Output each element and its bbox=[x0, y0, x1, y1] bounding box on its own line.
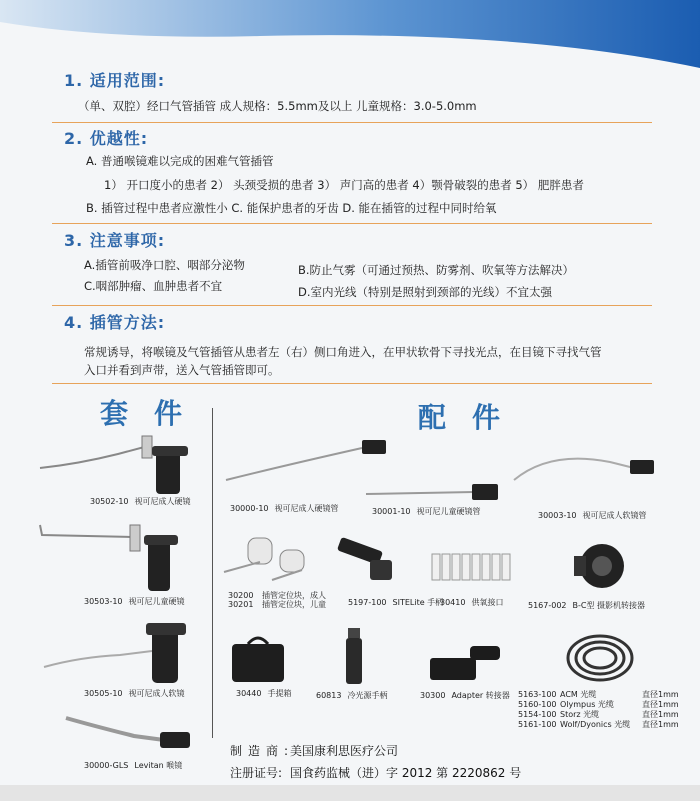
note-d: D.室内光线（特别是照射到颈部的光线）不宜太强 bbox=[298, 285, 553, 299]
kit-caption-1: 30502-10 视可尼成人硬镜 bbox=[90, 497, 191, 506]
advantage-list: 1） 开口度小的患者 2） 头颈受损的患者 3） 声门高的患者 4）颚骨破裂的患者 5） 肥胖患者 bbox=[104, 178, 584, 192]
divider bbox=[52, 122, 652, 123]
kit-caption-4: 30000-GLS Levitan 喉镜 bbox=[84, 761, 183, 770]
accessory-caption-9: 60813 冷光源手柄 bbox=[316, 691, 388, 700]
flexible-scope-adult-image bbox=[40, 617, 200, 687]
levitan-laryngoscope-image bbox=[64, 712, 194, 756]
section-title-advantages: 2. 优越性: bbox=[64, 129, 149, 148]
note-c: C.咽部肿瘤、血肿患者不宜 bbox=[84, 279, 223, 293]
adapter-image bbox=[426, 640, 506, 686]
accessories-heading: 配件 bbox=[418, 401, 527, 434]
accessory-caption-8: 30440 手提箱 bbox=[236, 689, 292, 698]
accessory-caption-4: 30200 30201 插管定位块，成人 插管定位块，儿童 bbox=[228, 591, 326, 609]
method-text-2: 入口并看到声带，送入气管插管即可。 bbox=[84, 363, 280, 377]
kit-caption-2: 30503-10 视可尼儿童硬镜 bbox=[84, 597, 185, 606]
rigid-scope-child-image bbox=[38, 515, 198, 595]
carrying-case-image bbox=[228, 630, 288, 684]
section-title-method: 4. 插管方法: bbox=[64, 313, 166, 332]
kit-caption-3: 30505-10 视可尼成人软镜 bbox=[84, 689, 185, 698]
light-cable-image bbox=[560, 628, 640, 688]
accessory-caption-7: 5167-002 B-C型 摄影机转接器 bbox=[528, 601, 646, 610]
adult-flexible-tube-image bbox=[510, 446, 660, 506]
advantage-a: A. 普通喉镜难以完成的困难气管插管 bbox=[86, 154, 274, 168]
cable-row: 5154-100 Storz 光缆 直径1mm bbox=[518, 710, 679, 719]
sitelite-handle-image bbox=[334, 530, 398, 586]
cable-row: 5160-100 Olympus 光缆 直径1mm bbox=[518, 700, 679, 709]
accessory-caption-1: 30000-10 视可尼成人硬镜管 bbox=[230, 504, 339, 513]
method-text-1: 常规诱导，将喉镜及气管插管从患者左（右）侧口角进入，在甲状软骨下寻找光点，在目镜下寻找气管 bbox=[84, 345, 602, 359]
kits-heading: 套件 bbox=[100, 397, 209, 430]
accessory-caption-10: 30300 Adapter 转接器 bbox=[420, 691, 510, 700]
camera-adapter-image bbox=[560, 536, 640, 592]
accessory-caption-3: 30003-10 视可尼成人软镜管 bbox=[538, 511, 647, 520]
cable-list bbox=[518, 690, 679, 730]
light-source-handle-image bbox=[340, 622, 370, 688]
section-title-scope: 1. 适用范围: bbox=[64, 71, 166, 90]
divider bbox=[52, 223, 652, 224]
header-band bbox=[0, 0, 700, 72]
rigid-scope-adult-image bbox=[38, 428, 198, 498]
note-a: A.插管前吸净口腔、咽部分泌物 bbox=[84, 258, 245, 272]
accessory-caption-2: 30001-10 视可尼儿童硬镜管 bbox=[372, 507, 481, 516]
accessory-caption-6: 30410 供氧接口 bbox=[440, 598, 504, 607]
cable-row: 5163-100 ACM 光缆 直径1mm bbox=[518, 690, 679, 699]
column-divider bbox=[212, 408, 213, 738]
divider bbox=[52, 305, 652, 306]
accessory-caption-5: 5197-100 SITELite 手柄 bbox=[348, 598, 444, 607]
bottom-strip bbox=[0, 785, 700, 801]
divider bbox=[52, 383, 652, 384]
cable-row: 5161-100 Wolf/Dyonics 光缆 直径1mm bbox=[518, 720, 679, 729]
manufacturer: 制造商:美国康利思医疗公司 bbox=[230, 744, 399, 758]
note-b: B.防止气雾（可通过预热、防雾剂、吹氧等方法解决） bbox=[298, 263, 575, 277]
section-title-notes: 3. 注意事项: bbox=[64, 231, 166, 250]
child-rigid-tube-image bbox=[364, 474, 504, 508]
registration-number: 注册证号: 国食药监械（进）字 2012 第 2220862 号 bbox=[230, 766, 522, 780]
positioning-block-image bbox=[220, 532, 320, 588]
scope-text: （单、双腔）经口气管插管 成人规格：5.5mm及以上 儿童规格：3.0-5.0mm bbox=[78, 99, 477, 113]
oxygen-connector-image bbox=[430, 548, 520, 588]
advantage-bcd: B. 插管过程中患者应激性小 C. 能保护患者的牙齿 D. 能在插管的过程中同时给氧 bbox=[86, 201, 497, 215]
